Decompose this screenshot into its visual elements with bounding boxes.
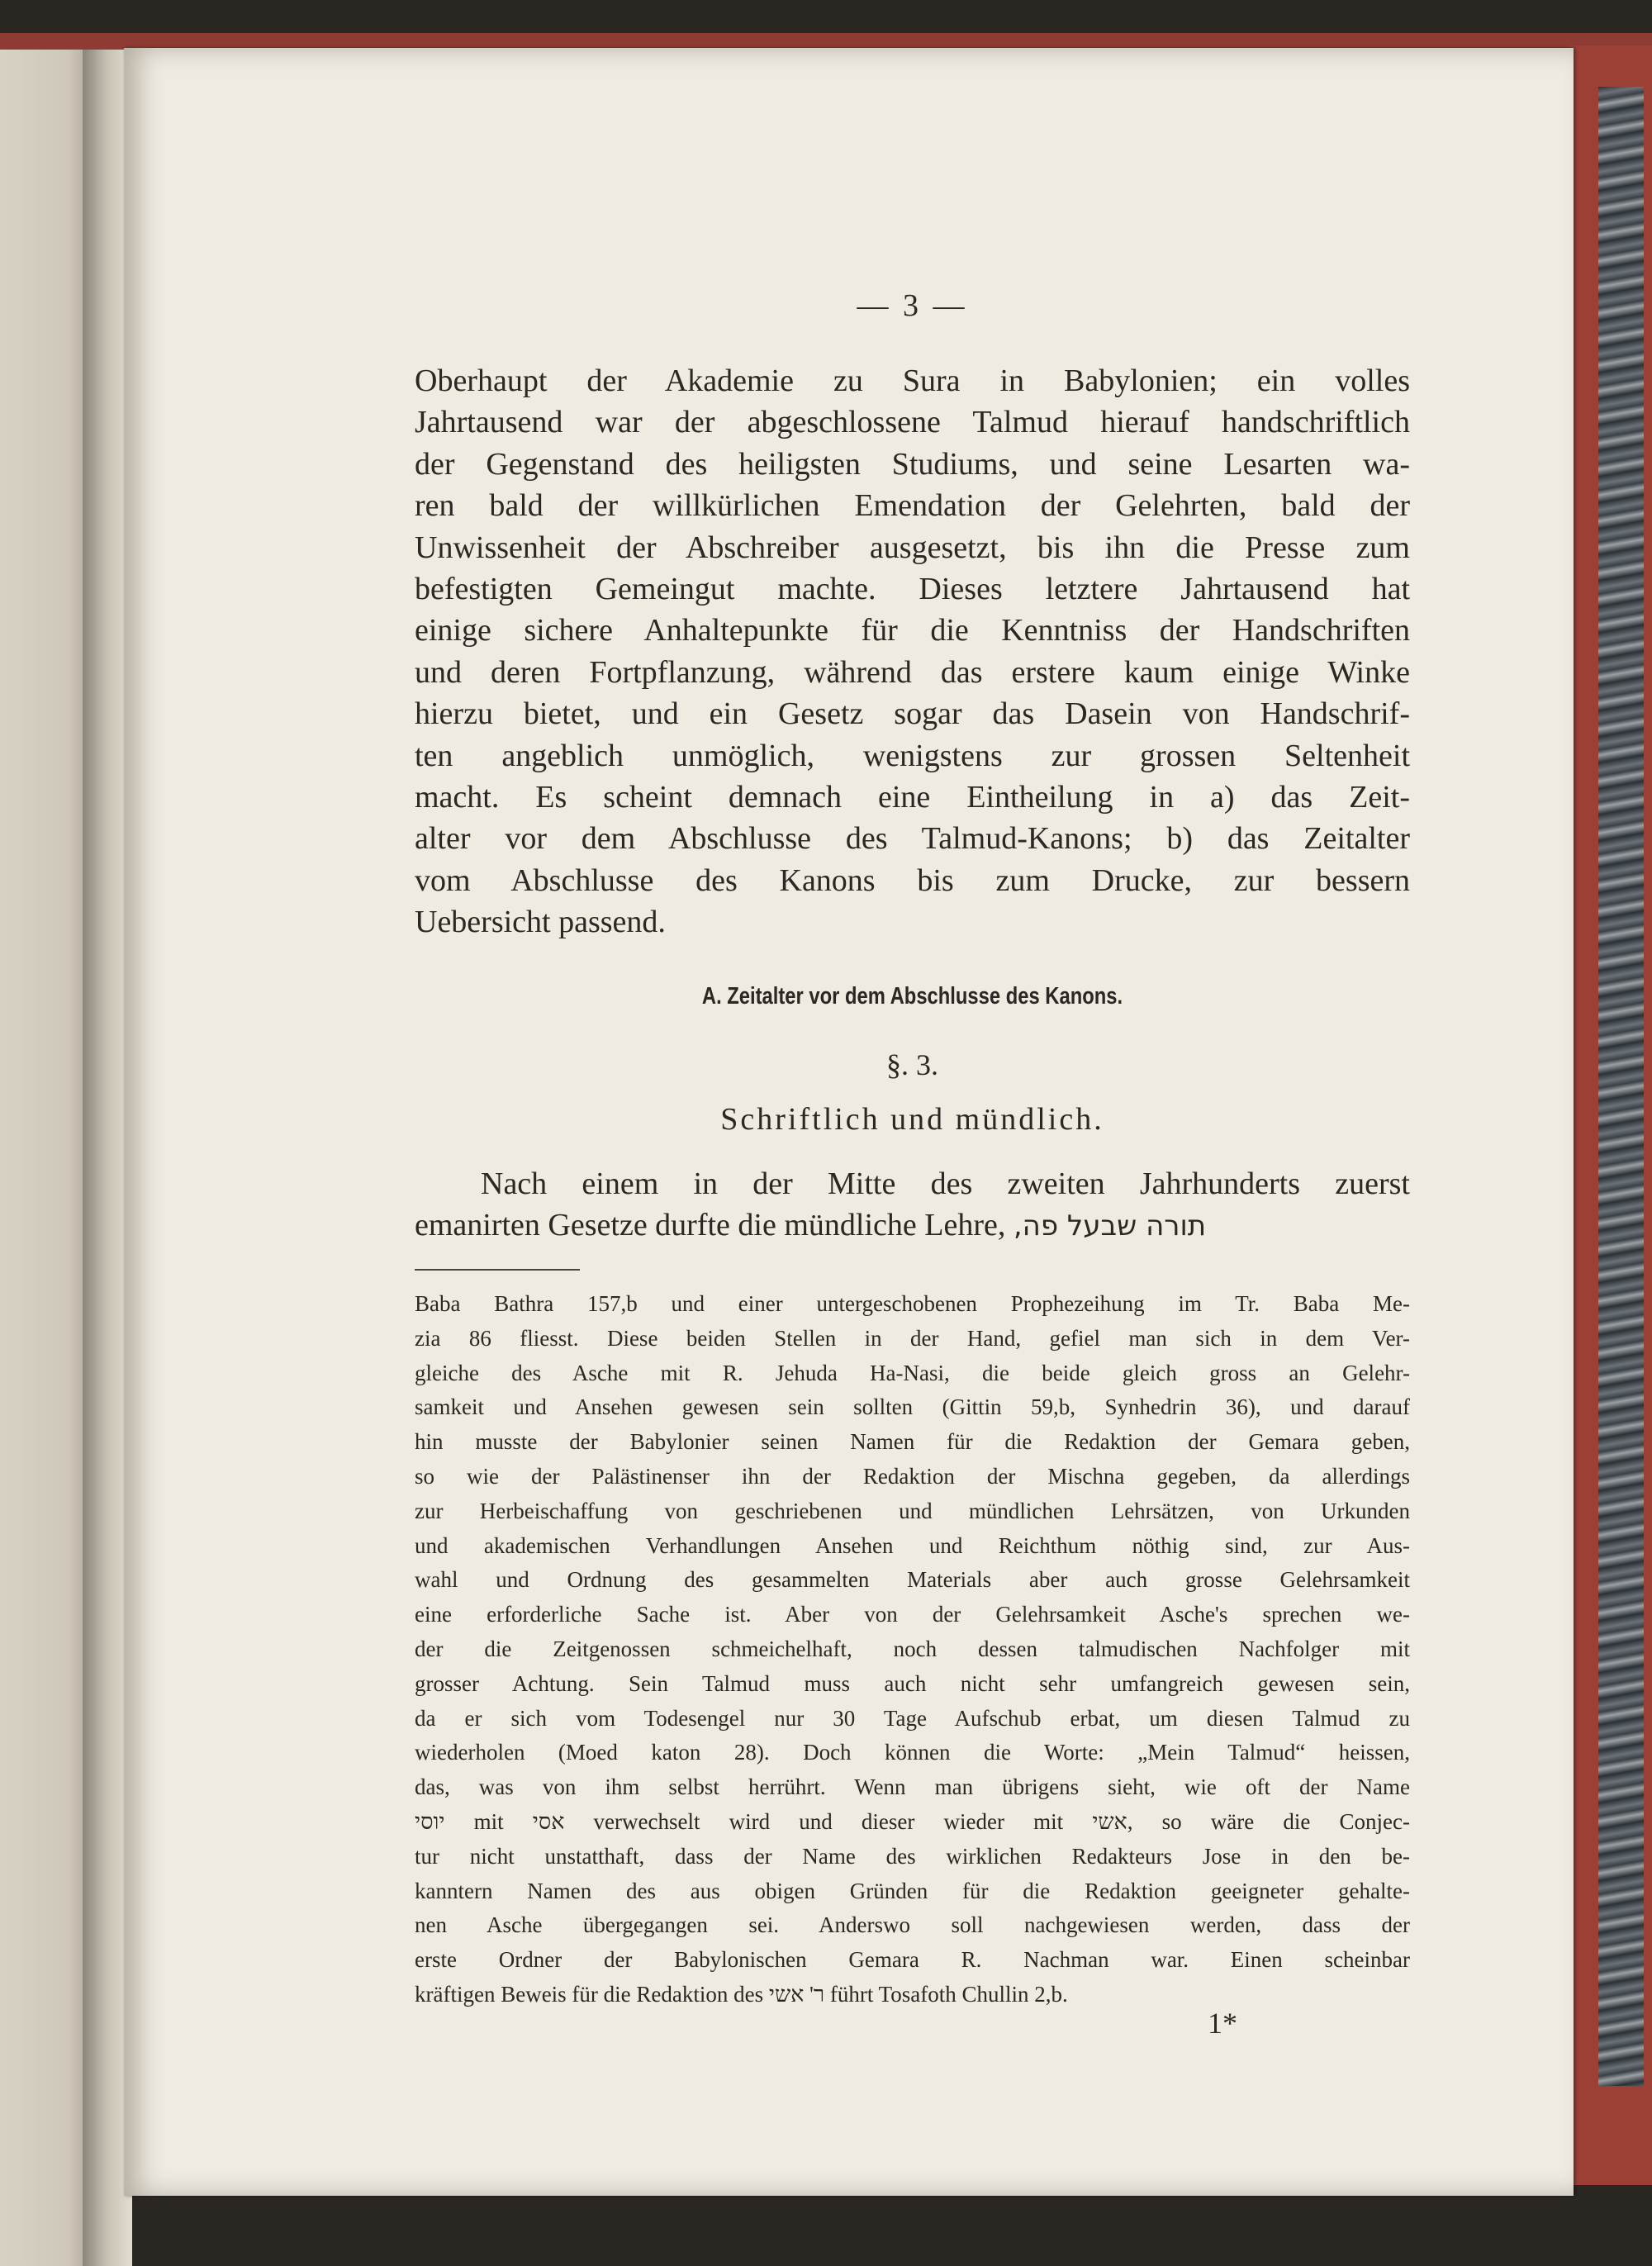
text-line: eine erforderliche Sache ist. Aber von der Gelehrsamkeit Asche's sprechen we-	[415, 1602, 1410, 1627]
text-line: das, was von ihm selbst herrührt. Wenn man übrigens sieht, wie oft der Name	[415, 1774, 1410, 1800]
text-line: Unwissenheit der Abschreiber ausgesetzt, bis ihn die Presse zum	[415, 530, 1410, 565]
text-line: und akademischen Verhandlungen Ansehen und Reichthum nöthig sind, zur Aus-	[415, 1532, 1410, 1558]
marbled-edge	[1598, 87, 1644, 2086]
section-number: §. 3.	[886, 1048, 938, 1081]
text-line: erste Ordner der Babylonischen Gemara R. Nachman war. Einen scheinbar	[415, 1947, 1410, 1973]
text-line: so wie der Palästinenser ihn der Redaktion der Mischna gegeben, da allerdings	[415, 1463, 1410, 1489]
text-line: hin musste der Babylonier seinen Namen für die Redaktion der Gemara geben,	[415, 1429, 1410, 1455]
second-paragraph	[415, 1163, 1410, 1247]
text-line: יוסי mit אסי verwechselt wird und dieser wieder mit אשי, so wäre die Conjec-	[415, 1808, 1411, 1834]
section-heading: A. Zeitalter vor dem Abschlusse des Kanons.	[701, 983, 1123, 1009]
hebrew-term: תורה שבעל פה,	[1013, 1209, 1207, 1243]
text-line: einige sichere Anhaltepunkte für die Kenntniss der Handschriften	[415, 613, 1410, 648]
text-line: alter vor dem Abschlusse des Talmud-Kanons; b) das Zeitalter	[415, 821, 1410, 857]
body-paragraph	[415, 360, 1410, 943]
text-line: hierzu bietet, und ein Gesetz sogar das Dasein von Handschrif-	[415, 696, 1410, 732]
text-line: grosser Achtung. Sein Talmud muss auch nicht sehr umfangreich gewesen sein,	[415, 1670, 1410, 1696]
text-line: der die Zeitgenossen schmeichelhaft, noch dessen talmudischen Nachfolger mit	[415, 1636, 1410, 1661]
text-line: kanntern Namen des aus obigen Gründen für die Redaktion geeigneter gehalte-	[415, 1878, 1410, 1903]
text-line: Oberhaupt der Akademie zu Sura in Babylonien; ein volles	[415, 363, 1410, 398]
text-line: befestigten Gemeingut machte. Dieses letztere Jahrtausend hat	[415, 571, 1410, 606]
text-line: ten angeblich unmöglich, wenigstens zur grossen Seltenheit	[415, 738, 1410, 773]
text-line: der Gegenstand des heiligsten Studiums, und seine Lesarten wa-	[415, 446, 1410, 482]
paragraph-line	[415, 1204, 1410, 1246]
text-line: und deren Fortpflanzung, während das erstere kaum einige Winke	[415, 654, 1410, 690]
text-line: wahl und Ordnung des gesammelten Materials aber auch grosse Gelehrsamkeit	[415, 1567, 1410, 1593]
book-page	[124, 48, 1574, 2196]
page-number: — 3 —	[857, 288, 968, 323]
text-line: samkeit und Ansehen gewesen sein sollten (Gittin 59,b, Synhedrin 36), und darauf	[415, 1394, 1410, 1420]
footnote	[415, 1287, 1410, 2012]
text-line: zia 86 fliesst. Diese beiden Stellen in der Hand, gefiel man sich in dem Ver-	[415, 1325, 1410, 1351]
footnote-divider	[415, 1269, 580, 1271]
text-line: zur Herbeischaffung von geschriebenen und mündlichen Lehrsätzen, von Urkunden	[415, 1498, 1410, 1523]
signature-mark: 1*	[1208, 2007, 1237, 2040]
text-line: macht. Es scheint demnach eine Eintheilung in a) das Zeit-	[415, 779, 1410, 815]
text-line: nen Asche übergegangen sei. Anderswo soll nachgewiesen werden, dass der	[415, 1912, 1410, 1938]
text-line: tur nicht unstatthaft, dass der Name des wirklichen Redakteurs Jose in den be-	[415, 1843, 1410, 1869]
text-line: vom Abschlusse des Kanons bis zum Drucke, zur bessern	[415, 862, 1410, 898]
text-line: Uebersicht passend.	[415, 905, 666, 940]
section-title: Schriftlich und mündlich.	[720, 1102, 1104, 1137]
text-line: gleiche des Asche mit R. Jehuda Ha-Nasi, die beide gleich gross an Gelehr-	[415, 1360, 1410, 1385]
text-line: Baba Bathra 157,b und einer untergeschobenen Prophezeihung im Tr. Baba Me-	[415, 1291, 1410, 1316]
text-line: kräftigen Beweis für die Redaktion des ר' אשי führt Tosafoth Chullin 2,b.	[415, 1981, 1068, 2007]
paragraph-line-text: emanirten Gesetze durfte die mündliche Lehre,	[415, 1208, 1006, 1243]
text-line: wiederholen (Moed katon 28). Doch können die Worte: „Mein Talmud“ heissen,	[415, 1740, 1410, 1765]
text-line: Jahrtausend war der abgeschlossene Talmud hierauf handschriftlich	[415, 405, 1410, 440]
paragraph-line: Nach einem in der Mitte des zweiten Jahrhunderts zuerst	[481, 1166, 1410, 1201]
text-line: ren bald der willkürlichen Emendation der Gelehrten, bald der	[415, 488, 1410, 524]
text-line: da er sich vom Todesengel nur 30 Tage Aufschub erbat, um diesen Talmud zu	[415, 1705, 1410, 1731]
